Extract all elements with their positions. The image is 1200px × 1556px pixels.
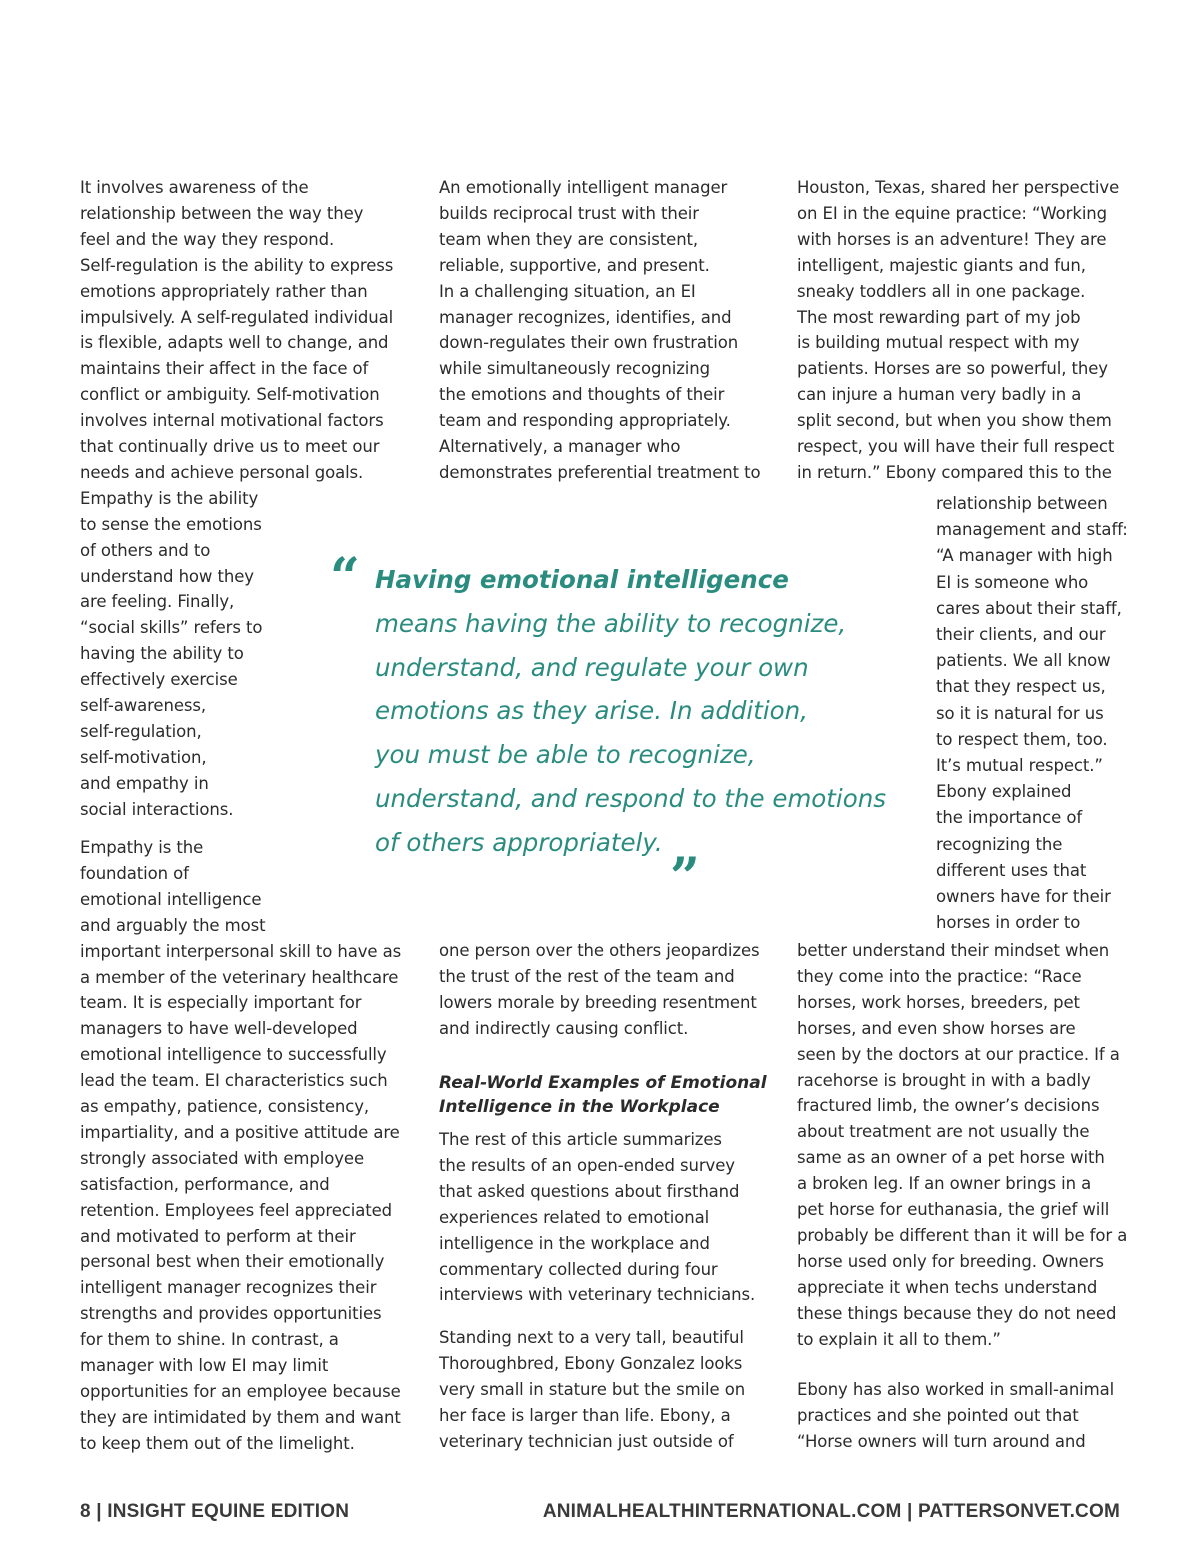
body-text-line: relationship between	[936, 494, 1108, 513]
body-text-line: probably be different than it will be for a	[797, 1225, 1128, 1245]
body-text-line: down-regulates their own frustration	[439, 333, 739, 353]
body-text-line: veterinary technician just outside of	[439, 1431, 734, 1451]
body-text-line: Ebony explained	[936, 782, 1072, 802]
body-text-line: “social skills” refers to	[80, 618, 263, 638]
body-text-line: for them to shine. In contrast, a	[80, 1330, 339, 1350]
body-text-line: is building mutual respect with my	[797, 333, 1080, 353]
body-text-line: their clients, and our	[936, 625, 1106, 644]
body-text-line: EI is someone who	[936, 572, 1089, 592]
body-text-line: Alternatively, a manager who	[439, 437, 681, 456]
body-text-line: Empathy is the	[80, 838, 204, 857]
pull-quote-line: understand, and respond to the emotions	[375, 784, 886, 813]
body-text-line: to keep them out of the limelight.	[80, 1433, 355, 1453]
body-text-line: her face is larger than life. Ebony, a	[439, 1405, 731, 1425]
body-text-line: commentary collected during four	[439, 1259, 718, 1279]
body-text-line: manager recognizes, identifies, and	[439, 307, 732, 327]
subheading-line: Real-World Examples of Emotional	[439, 1073, 767, 1093]
body-text-line: and empathy in	[80, 773, 209, 793]
body-text-line: a broken leg. If an owner brings in a	[797, 1174, 1092, 1194]
body-text-line: the emotions and thoughts of their	[439, 385, 725, 405]
body-text-line: It involves awareness of the	[80, 178, 309, 197]
body-text-line: patients. Horses are so powerful, they	[797, 359, 1108, 379]
body-text-line: split second, but when you show them	[797, 411, 1112, 431]
body-text-line: self-regulation,	[80, 721, 202, 741]
body-text-line: and arguably the most	[80, 915, 266, 935]
body-text-line: with horses is an adventure! They are	[797, 229, 1107, 249]
body-text-line: about treatment are not usually the	[797, 1122, 1090, 1142]
body-text-line: foundation of	[80, 863, 189, 883]
body-text-line: to respect them, too.	[936, 729, 1108, 749]
body-text-line: cares about their staff,	[936, 598, 1122, 618]
body-text-line: they are intimidated by them and want	[80, 1407, 401, 1427]
body-text-line: “A manager with high	[936, 546, 1113, 566]
body-text-line: emotional intelligence	[80, 889, 262, 909]
body-text-line: appreciate it when techs understand	[797, 1277, 1098, 1297]
body-text-line: respect, you will have their full respect	[797, 437, 1115, 456]
body-text-line: Self-regulation is the ability to express	[80, 255, 394, 275]
footer-right: ANIMALHEALTHINTERNATIONAL.COM | PATTERSONVET.COM	[542, 1501, 1120, 1522]
body-text-line: manager with low EI may limit	[80, 1356, 329, 1375]
pull-quote-line: Having emotional intelligence	[375, 565, 789, 594]
body-text-line: different uses that	[936, 860, 1087, 880]
body-text-line: one person over the others jeopardizes	[439, 941, 760, 960]
body-text-line: Ebony has also worked in small-animal	[797, 1380, 1115, 1399]
pull-quote-line: of others appropriately.	[375, 827, 663, 857]
body-text-line: having the ability to	[80, 644, 244, 664]
body-text-line: It’s mutual respect.”	[936, 756, 1103, 775]
section-subheading	[439, 1071, 767, 1119]
body-text-line: seen by the doctors at our practice. If a	[797, 1044, 1120, 1064]
body-text-line: practices and she pointed out that	[797, 1405, 1079, 1425]
body-text-line: maintains their affect in the face of	[80, 359, 369, 379]
body-text-line: understand how they	[80, 566, 254, 586]
body-text-line: to sense the emotions	[80, 514, 262, 534]
pull-quote-line: understand, and regulate your own	[375, 652, 809, 682]
body-text-line: that they respect us,	[936, 677, 1106, 697]
body-text-line: same as an owner of a pet horse with	[797, 1148, 1105, 1168]
body-text-line: emotional intelligence to successfully	[80, 1045, 387, 1065]
body-text-line: demonstrates preferential treatment to	[439, 462, 761, 482]
body-text-line: on EI in the equine practice: “Working	[797, 203, 1108, 223]
body-text-line: needs and achieve personal goals.	[80, 462, 364, 482]
body-text-line: opportunities for an employee because	[80, 1381, 401, 1401]
body-text-line: strongly associated with employee	[80, 1148, 365, 1168]
body-text-line: horses in order to	[936, 913, 1081, 933]
body-text-line: relationship between the way they	[80, 203, 364, 223]
body-text-line: feel and the way they respond.	[80, 229, 335, 249]
body-text-line: management and staff:	[936, 520, 1128, 540]
body-text-line: strengths and provides opportunities	[80, 1304, 382, 1324]
body-text-line: intelligence in the workplace and	[439, 1233, 710, 1253]
pull-quote-line: you must be able to recognize,	[375, 740, 756, 770]
body-text-line: the trust of the rest of the team and	[439, 966, 735, 986]
body-text-line: intelligent, majestic giants and fun,	[797, 255, 1086, 275]
body-text-line: An emotionally intelligent manager	[439, 178, 728, 197]
body-text-line: are feeling. Finally,	[80, 592, 235, 612]
body-text-line: owners have for their	[936, 887, 1111, 906]
body-text-line: experiences related to emotional	[439, 1207, 710, 1227]
body-text-line: horses, work horses, breeders, pet	[797, 992, 1080, 1012]
body-text-line: and indirectly causing conflict.	[439, 1018, 689, 1038]
body-text-line: team. It is especially important for	[80, 993, 362, 1013]
body-text-line: team and responding appropriately.	[439, 411, 731, 431]
body-text-line: horse used only for breeding. Owners	[797, 1251, 1104, 1271]
body-text-line: patients. We all know	[936, 651, 1111, 671]
body-text-line: as empathy, patience, consistency,	[80, 1097, 370, 1116]
body-text-line: Empathy is the ability	[80, 488, 259, 508]
body-text-line: a member of the veterinary healthcare	[80, 967, 399, 987]
body-text-line: satisfaction, performance, and	[80, 1174, 330, 1194]
body-text-line: The rest of this article summarizes	[439, 1130, 722, 1149]
body-text-line: to explain it all to them.”	[797, 1329, 1001, 1349]
body-text-line: emotions appropriately rather than	[80, 281, 368, 301]
close-quote-mark: ”	[670, 847, 700, 908]
body-text-line: team when they are consistent,	[439, 229, 699, 249]
body-text-line: that asked questions about firsthand	[439, 1181, 740, 1201]
body-text-line: self-motivation,	[80, 747, 207, 767]
body-text-line: recognizing the	[936, 834, 1063, 854]
body-text-line: can injure a human very badly in a	[797, 385, 1082, 405]
body-text-line: better understand their mindset when	[797, 941, 1110, 960]
body-text-line: Houston, Texas, shared her perspective	[797, 178, 1120, 197]
body-text-line: conflict or ambiguity. Self-motivation	[80, 385, 380, 405]
body-text-line: “Horse owners will turn around and	[797, 1431, 1086, 1451]
body-text-line: The most rewarding part of my job	[797, 307, 1081, 327]
body-text-line: retention. Employees feel appreciated	[80, 1200, 393, 1220]
body-text-line: builds reciprocal trust with their	[439, 203, 699, 223]
body-text-line: the importance of	[936, 808, 1083, 828]
body-text-line: reliable, supportive, and present.	[439, 255, 710, 275]
body-text-line: racehorse is brought in with a badly	[797, 1070, 1091, 1090]
body-text-line: and motivated to perform at their	[80, 1226, 356, 1246]
body-text-line: while simultaneously recognizing	[439, 359, 710, 379]
body-text-line: intelligent manager recognizes their	[80, 1278, 377, 1298]
body-text-line: sneaky toddlers all in one package.	[797, 281, 1086, 301]
body-text-line: self-awareness,	[80, 696, 207, 715]
body-text-line: involves internal motivational factors	[80, 411, 384, 431]
body-text-line: managers to have well-developed	[80, 1019, 358, 1039]
body-text-line: interviews with veterinary technicians.	[439, 1285, 756, 1305]
body-text-line: social interactions.	[80, 799, 234, 819]
body-text-line: In a challenging situation, an EI	[439, 281, 696, 301]
body-text-line: personal best when their emotionally	[80, 1252, 385, 1272]
footer-left: 8 | INSIGHT EQUINE EDITION	[80, 1501, 350, 1522]
body-text-line: impulsively. A self-regulated individual	[80, 307, 394, 327]
body-text-line: that continually drive us to meet our	[80, 437, 380, 456]
open-quote-mark: “	[330, 547, 360, 608]
body-text-line: very small in stature but the smile on	[439, 1379, 746, 1399]
body-text-line: Thoroughbred, Ebony Gonzalez looks	[439, 1353, 743, 1373]
body-text-line: these things because they do not need	[797, 1303, 1117, 1323]
pull-quote-line: means having the ability to recognize,	[375, 608, 847, 638]
body-text-line: effectively exercise	[80, 670, 238, 690]
body-text-line: impartiality, and a positive attitude are	[80, 1122, 400, 1142]
body-text-line: Standing next to a very tall, beautiful	[439, 1328, 744, 1347]
body-text-line: lead the team. EI characteristics such	[80, 1071, 388, 1091]
body-text-line: the results of an open-ended survey	[439, 1155, 735, 1175]
body-text-line: they come into the practice: “Race	[797, 966, 1082, 986]
body-text-line: pet horse for euthanasia, the grief will	[797, 1200, 1110, 1219]
body-text-line: fractured limb, the owner’s decisions	[797, 1096, 1100, 1116]
body-text-line: of others and to	[80, 540, 211, 560]
body-text-line: is flexible, adapts well to change, and	[80, 333, 389, 353]
body-text-line: so it is natural for us	[936, 703, 1104, 723]
body-text-line: lowers morale by breeding resentment	[439, 992, 757, 1012]
pull-quote-line: emotions as they arise. In addition,	[375, 696, 808, 726]
subheading-line: Intelligence in the Workplace	[439, 1097, 720, 1117]
body-text-line: important interpersonal skill to have as	[80, 941, 402, 961]
body-text-line: horses, and even show horses are	[797, 1018, 1076, 1038]
body-text-line: in return.” Ebony compared this to the	[797, 462, 1112, 482]
